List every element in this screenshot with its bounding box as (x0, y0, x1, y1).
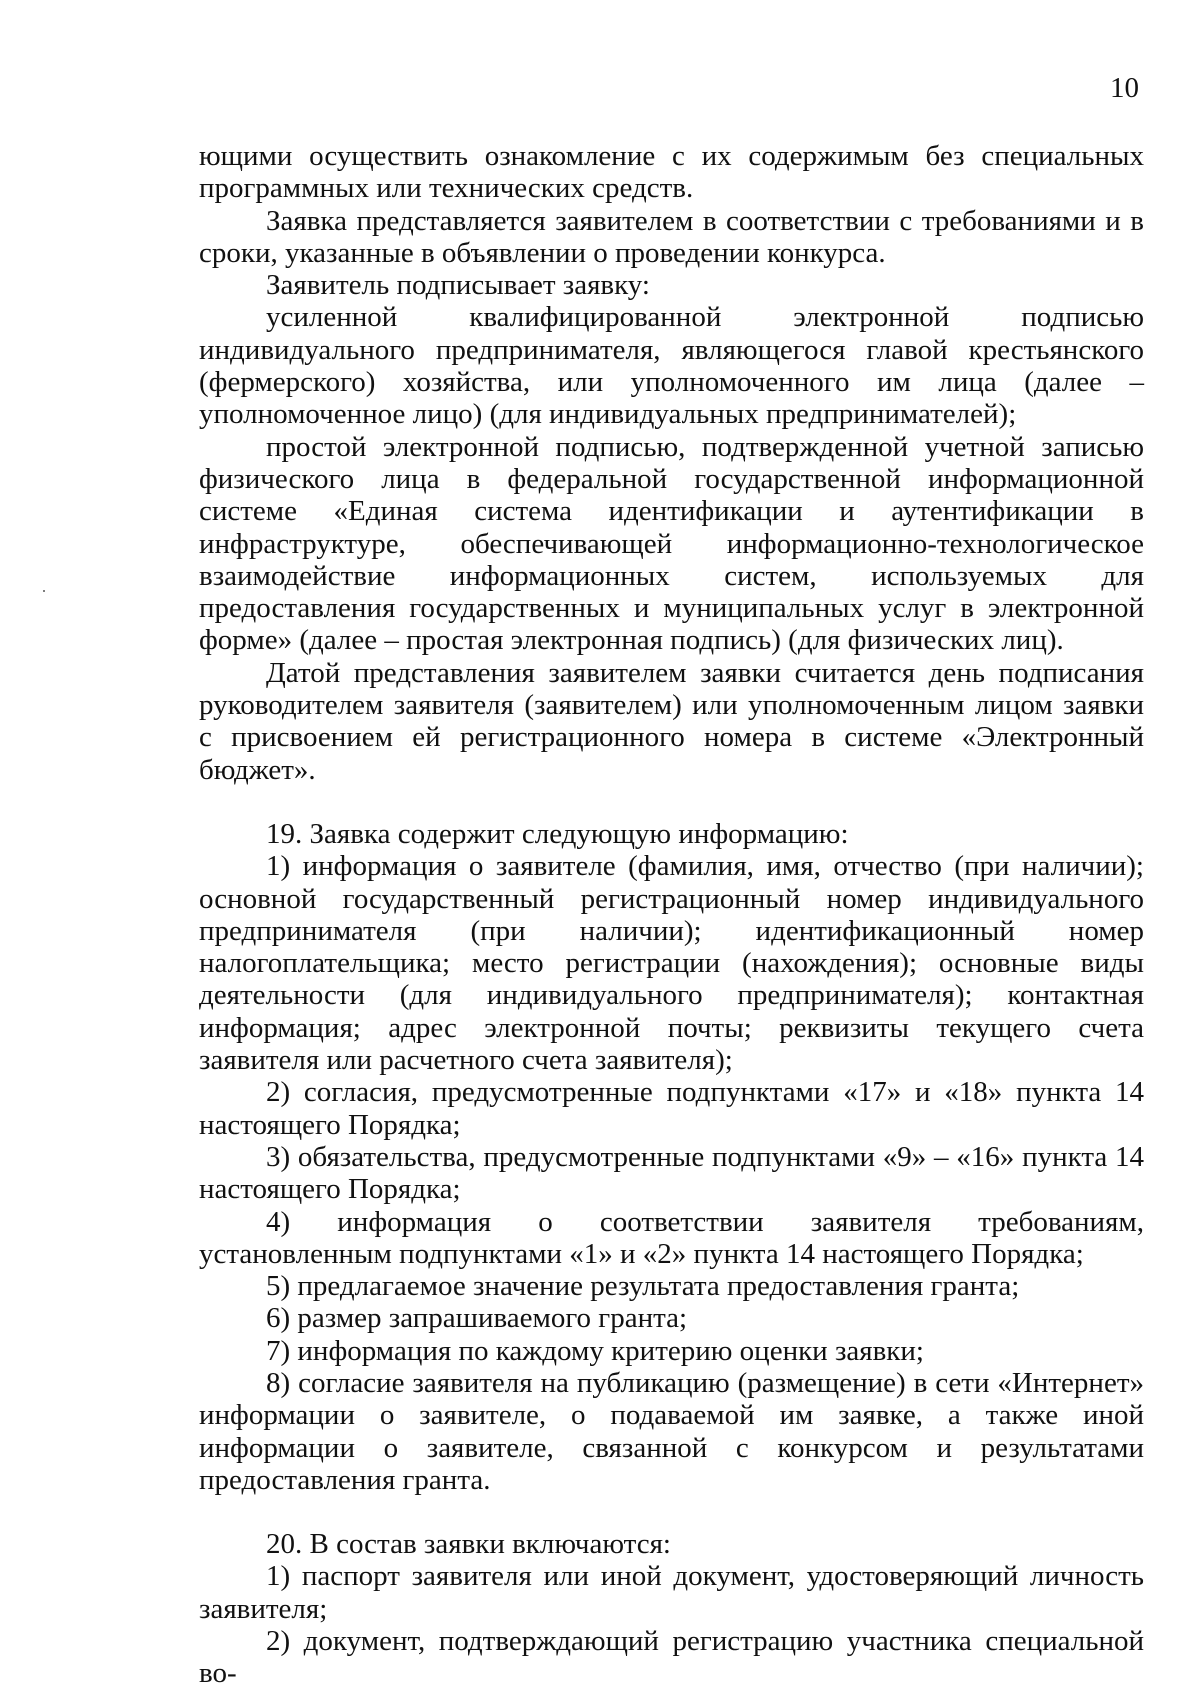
list-item-19-1: 1) информация о заявителе (фамилия, имя, отчество (при наличии); основной государственный регистрационный номер индивидуального предпринимателя (при наличии); идентификационный номер налогоплательщика; место регистрации (нахождения); основные виды деятельности (для индивидуального предпринимателя); контактная информация; адрес электронной почты; реквизиты текущего счета заявителя или расчетного счета заявителя); (199, 850, 1144, 1077)
paragraph-qualified-signature: усиленной квалифицированной электронной подписью индивидуального предпринимателя, являющегося главой крестьянского (фермерского) хозяйства, или уполномоченного им лица (далее – уполномоченное лицо) (для индивидуальных предпринимателей); (199, 301, 1144, 431)
list-item-19-4: 4) информация о соответствии заявителя требованиям, установленным подпунктами «1» и «2» пункта 14 настоящего Порядка; (199, 1205, 1144, 1270)
list-item-20-2: 2) документ, подтверждающий регистрацию участника специальной во- (199, 1625, 1144, 1690)
section-20-heading: 20. В состав заявки включаются: (266, 1528, 671, 1561)
document-body (199, 140, 1144, 1690)
list-item-19-5: 5) предлагаемое значение результата предоставления гранта; (266, 1270, 1020, 1303)
list-item-19-3: 3) обязательства, предусмотренные подпунктами «9» – «16» пункта 14 настоящего Порядка; (199, 1140, 1144, 1206)
section-19-heading: 19. Заявка содержит следующую информацию: (266, 817, 849, 850)
paragraph-submission-terms: Заявка представляется заявителем в соответствии с требованиями и в сроки, указанные в объявлении о проведении конкурса. (199, 204, 1144, 269)
paragraph-signing-intro: Заявитель подписывает заявку: (266, 269, 650, 302)
paragraph-simple-signature: простой электронной подписью, подтвержденной учетной записью физического лица в федеральной государственной информационной системе «Единая система идентификации и аутентификации в инфраструктуре, обеспечивающей информационно-технологическое взаимодействие информационных систем, используемых для предоставления государственных и муниципальных услуг в электронной форме» (далее – простая электронная подпись) (для физических лиц). (199, 430, 1144, 657)
page-number: 10 (1110, 72, 1139, 104)
paragraph-continuation: ющими осуществить ознакомление с их содержимым без специальных программных или технических средств. (199, 140, 1144, 205)
paragraph-submission-date: Датой представления заявителем заявки считается день подписания руководителем заявителя (заявителем) или уполномоченным лицом заявки с присвоением ей регистрационного номера в системе «Электронный бюджет». (199, 656, 1144, 786)
list-item-19-8: 8) согласие заявителя на публикацию (размещение) в сети «Интернет» информации о заявителе, о подаваемой им заявке, а также иной информации о заявителе, связанной с конкурсом и результатами предоставления гранта. (199, 1366, 1144, 1496)
list-item-19-6: 6) размер запрашиваемого гранта; (266, 1302, 688, 1335)
list-item-20-1: 1) паспорт заявителя или иной документ, удостоверяющий личность заявителя; (199, 1560, 1144, 1625)
scan-artifact-dot (43, 590, 45, 592)
list-item-19-7: 7) информация по каждому критерию оценки заявки; (266, 1334, 924, 1367)
list-item-19-2: 2) согласия, предусмотренные подпунктами «17» и «18» пункта 14 настоящего Порядка; (199, 1076, 1144, 1141)
